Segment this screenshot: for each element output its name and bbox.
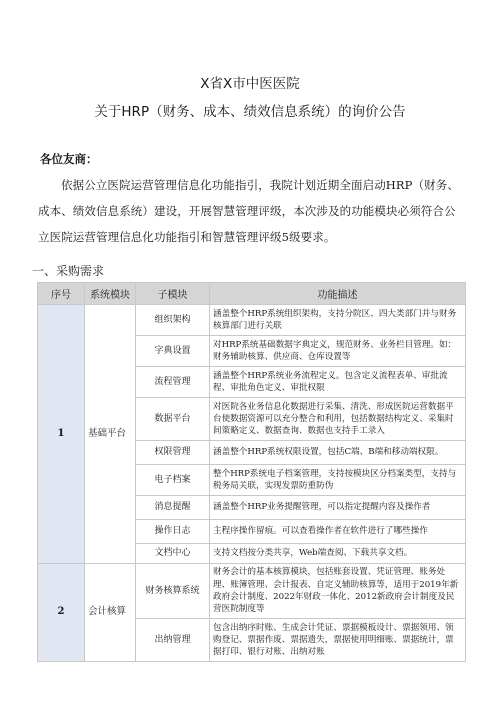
description-cell: 涵盖整个HRP业务提醒管理，可以指定提醒内容及操作者: [210, 496, 466, 520]
submodule-cell: 电子档案: [136, 465, 210, 496]
table-header-row: [38, 283, 466, 305]
group-module: 基础平台: [85, 305, 136, 564]
greeting: 各位友商：: [40, 152, 98, 166]
table-row: [38, 305, 466, 336]
group-number: 1: [38, 305, 85, 564]
submodule-cell: 权限管理: [136, 441, 210, 465]
submodule-cell: 数据平台: [136, 398, 210, 441]
group-number: 2: [38, 564, 85, 662]
description-cell: 对医院各业务信息化数据进行采集、清洗、形成医院运营数据平台使数据资源可以充分整合和利用，包括数据结构定义、采集时间策略定义、数据查询、数据也支持手工录入: [210, 398, 466, 441]
submodule-cell: 文档中心: [136, 544, 210, 564]
requirements-table: [37, 282, 466, 662]
group-module: 会计核算: [85, 564, 136, 662]
description-cell: 涵盖整个HRP系统业务流程定义。包含定义流程表单、审批流程、审批角色定义、审批权限: [210, 367, 466, 398]
submodule-cell: 出纳管理: [136, 619, 210, 662]
description-cell: 涵盖整个HRP系统权限设置，包括C端、B端和移动端权限。: [210, 441, 466, 465]
submodule-cell: 流程管理: [136, 367, 210, 398]
hospital-name: X省X市中医医院: [200, 76, 300, 92]
description-cell: 支持文档按分类共享，Web端查阅、下载共享文档。: [210, 544, 466, 564]
submodule-cell: 财务核算系统: [136, 564, 210, 619]
description-cell: 包含出纳序时账、生成会计凭证、票据模板设计、票据领用、领购登记、票据作废、票据遗失，票据使用明细账、票据统计，票据打印、银行对账、出纳对账: [210, 619, 466, 662]
header-submodule: 子模块: [136, 283, 210, 305]
description-cell: 整个HRP系统电子档案管理，支持按模块区分档案类型，支持与税务局关联，实现发票防重防伪: [210, 465, 466, 496]
header-description: 功能描述: [210, 283, 466, 305]
header-no: 序号: [38, 283, 85, 305]
submodule-cell: 字典设置: [136, 336, 210, 367]
description-cell: 财务会计的基本核算模块，包括账套设置、凭证管理、账务处理、账簿管理、会计报表、自定义辅助核算等，适用于2019年新政府会计制度、2022年财政一体化、2012新政府会计制度及民营医院制度等: [210, 564, 466, 619]
section-title: 一、采购需求: [32, 264, 105, 278]
description-cell: 对HRP系统基础数据字典定义，规范财务、业务栏目管理。如：财务辅助核算、供应商、仓库设置等: [210, 336, 466, 367]
description-cell: 涵盖整个HRP系统组织架构，支持分院区、四大类部门并与财务核算部门进行关联: [210, 305, 466, 336]
table-row: [38, 564, 466, 619]
header-module: 系统模块: [85, 283, 136, 305]
description-cell: 主程序操作留痕。可以查看操作者在软件进行了哪些操作: [210, 520, 466, 544]
submodule-cell: 操作日志: [136, 520, 210, 544]
submodule-cell: 消息提醒: [136, 496, 210, 520]
notice-title: 关于HRP（财务、成本、绩效信息系统）的询价公告: [94, 104, 406, 120]
intro-paragraph: 依据公立医院运营管理信息化功能指引，我院计划近期全面启动HRP（财务、成本、绩效信息系统）建设，开展智慧管理评级，本次涉及的功能模块必须符合公立医院运营管理信息化功能指引和智慧管理评级5级要求。: [38, 178, 459, 244]
submodule-cell: 组织架构: [136, 305, 210, 336]
